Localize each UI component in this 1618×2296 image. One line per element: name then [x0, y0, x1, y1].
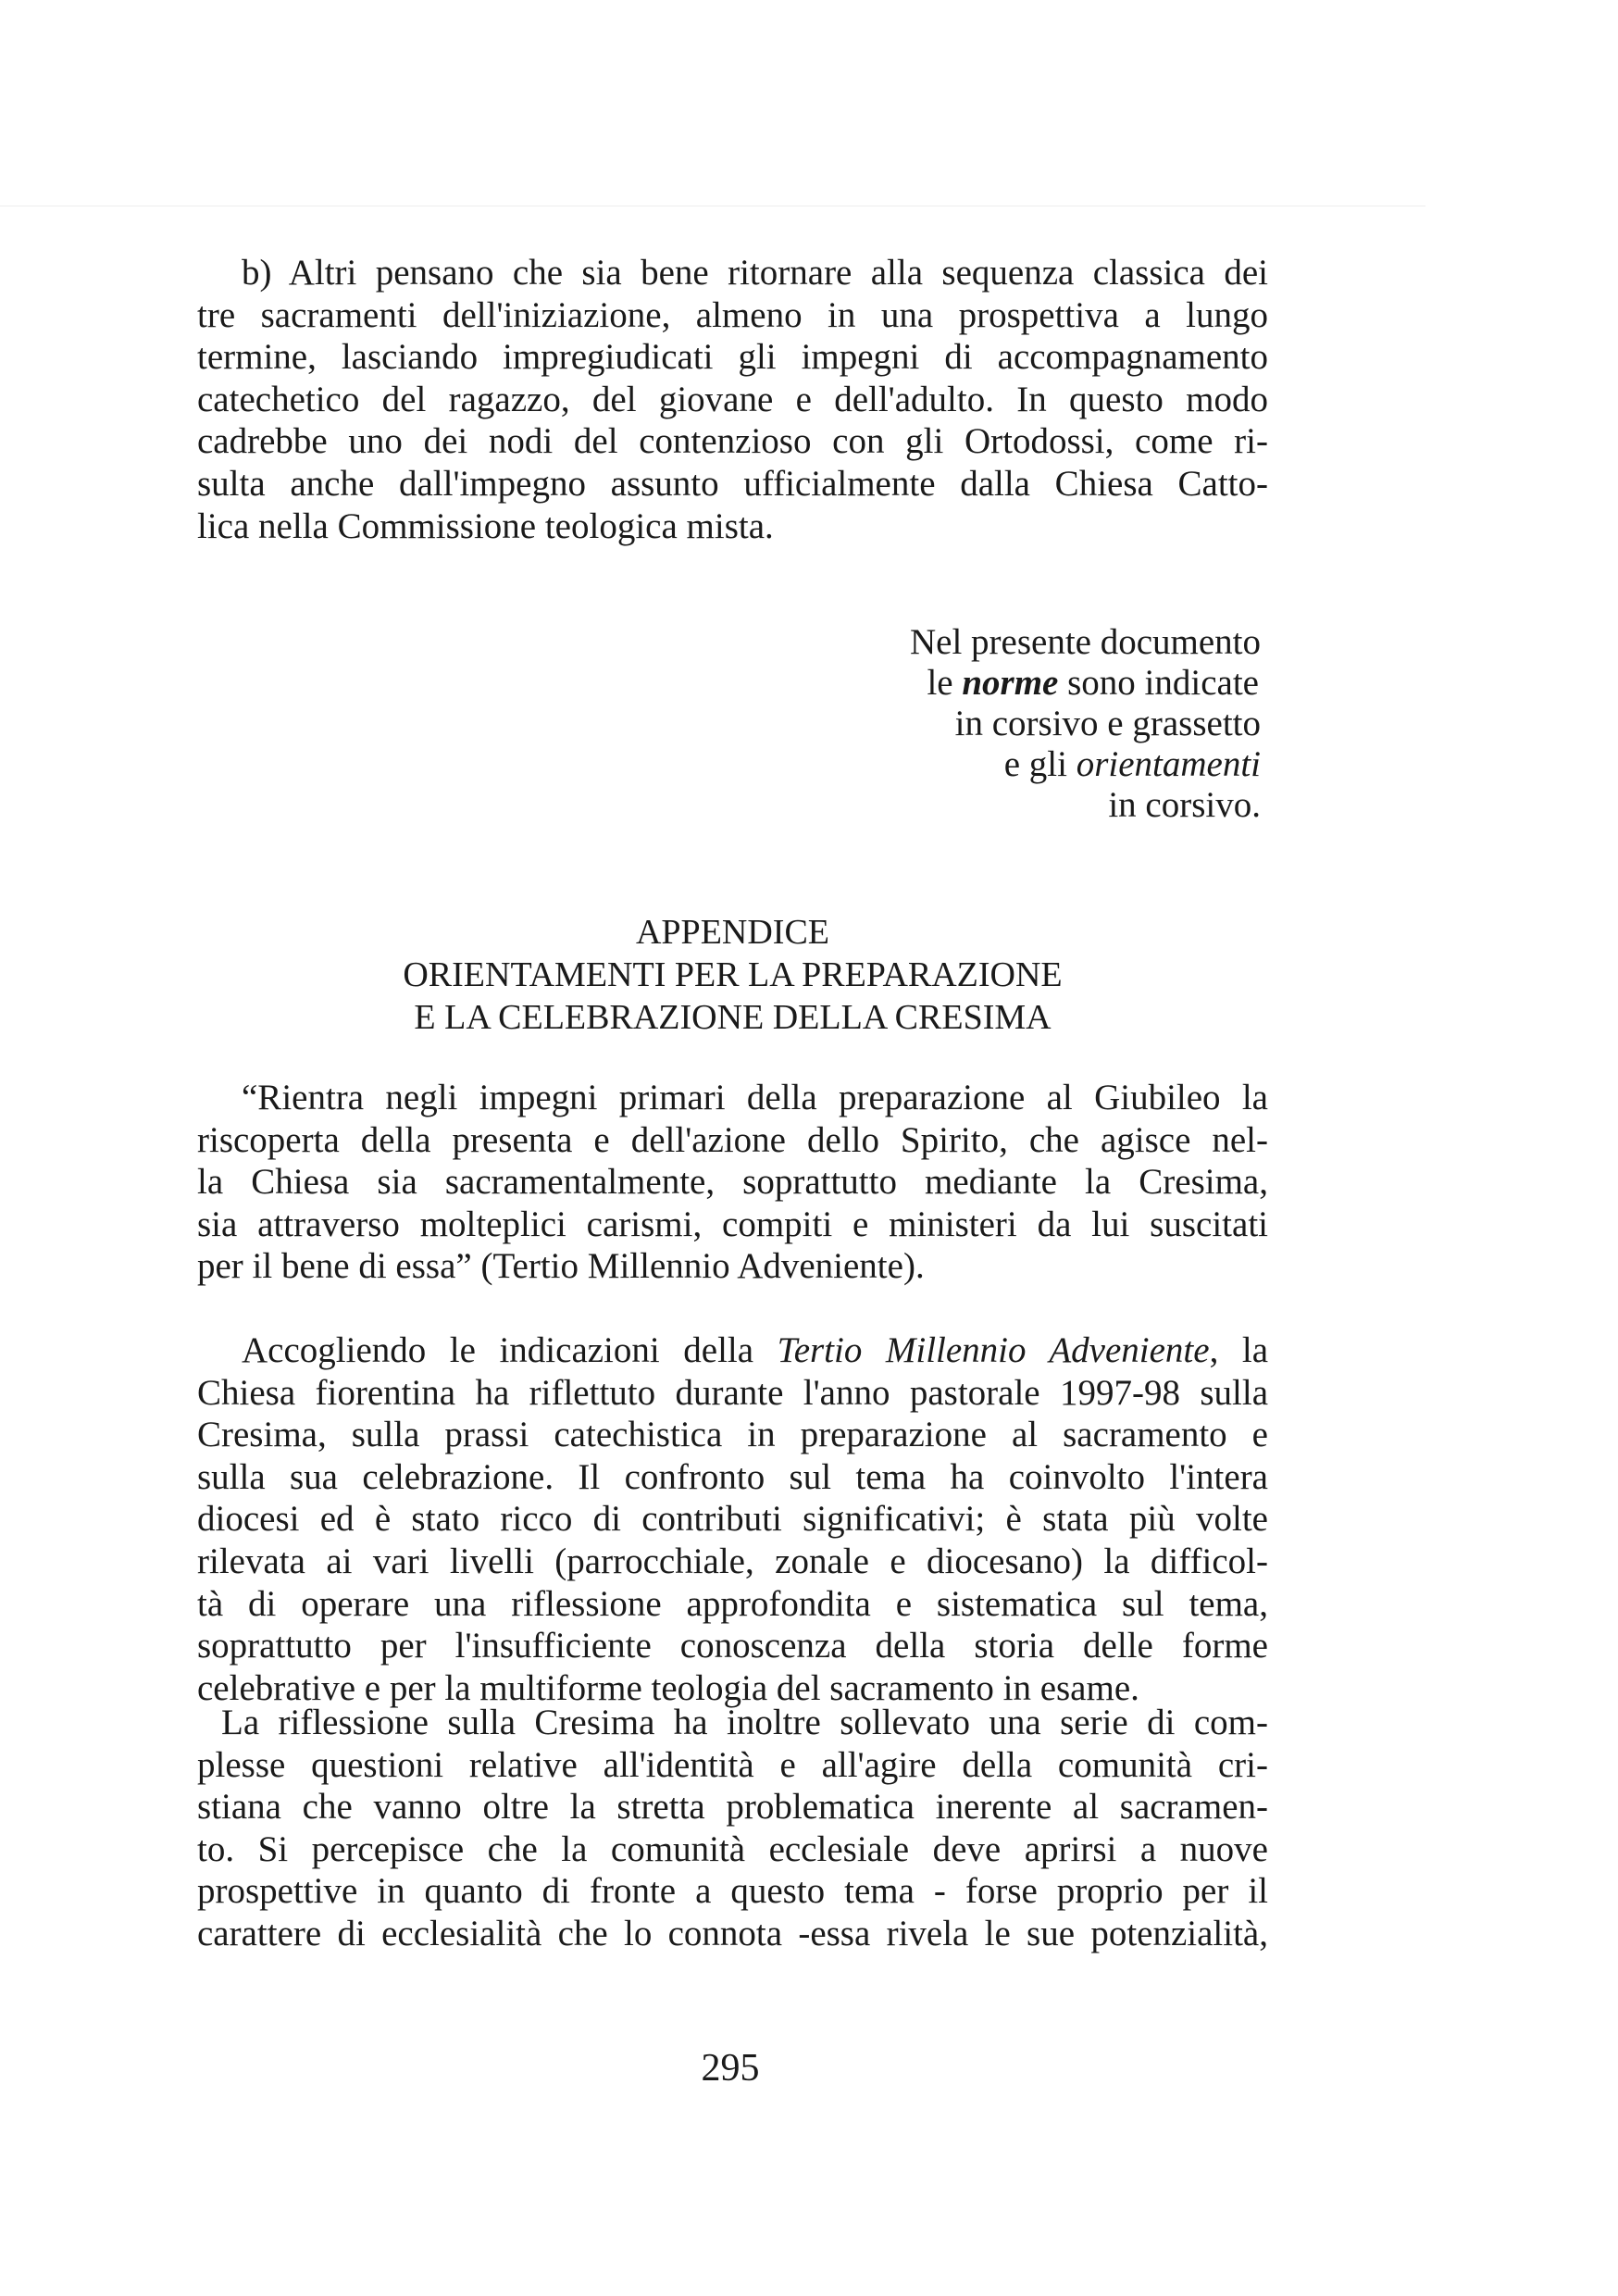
note-line — [833, 663, 1261, 704]
note-text: sono indicate — [1058, 663, 1259, 703]
text-line: stiana che vanno oltre la stretta problematica inerente al sacramen- — [197, 1787, 1268, 1828]
text-line: celebrative e per la multiforme teologia del sacramento in esame. — [197, 1667, 1139, 1708]
quote-paragraph — [197, 1077, 1268, 1288]
page-number: 295 — [701, 2047, 760, 2090]
norme-emphasis: norme — [962, 663, 1059, 703]
note-line — [833, 622, 1261, 663]
heading-line: APPENDICE — [635, 913, 830, 952]
text-line: carattere di ecclesialità che lo connota -essa rivela le sue potenzialità, — [197, 1913, 1268, 1953]
text-line: termine, lasciando impregiudicati gli impegni di accompagnamento — [197, 337, 1268, 378]
text-line: cadrebbe uno dei nodi del contenzioso con gli Ortodossi, come ri- — [197, 421, 1268, 462]
text-line: sia attraverso molteplici carismi, compiti e ministeri da lui suscitati — [197, 1204, 1268, 1244]
note-line — [833, 744, 1261, 785]
note-text: Nel presente documento — [909, 622, 1261, 662]
text-line: Cresima, sulla prassi catechistica in preparazione al sacramento e — [197, 1415, 1268, 1455]
title-emphasis: Tertio Millennio Adveniente — [777, 1330, 1210, 1370]
text-line: b) Altri pensano che sia bene ritornare alla sequenza classica dei — [242, 253, 1268, 293]
text-line: diocesi ed è stato ricco di contributi significativi; è stata più volte — [197, 1499, 1268, 1540]
text-line: riscoperta della presenta e dell'azione dello Spirito, che agisce nel- — [197, 1119, 1268, 1160]
text-line: lica nella Commissione teologica mista. — [197, 505, 774, 546]
note-text: in corsivo e grassetto — [954, 704, 1261, 743]
text-line: rilevata ai vari livelli (parrocchiale, zonale e diocesano) la difficol- — [197, 1541, 1268, 1581]
accogliendo-paragraph — [197, 1329, 1268, 1709]
note-text: le — [927, 663, 963, 703]
note-text: in corsivo. — [1108, 785, 1261, 825]
text-line: soprattutto per l'insufficiente conoscenza della storia delle forme — [197, 1626, 1268, 1666]
paragraph-b — [197, 252, 1268, 547]
text-line: tà di operare una riflessione approfondita e sistematica sul tema, — [197, 1583, 1268, 1624]
typographic-note — [833, 622, 1261, 826]
text-line: sulla sua celebrazione. Il confronto sul tema ha coinvolto l'intera — [197, 1456, 1268, 1497]
text-line: per il bene di essa” (Tertio Millennio Adveniente). — [197, 1246, 925, 1287]
text-line: la Chiesa sia sacramentalmente, soprattutto mediante la Cresima, — [197, 1162, 1268, 1203]
text-line: tre sacramenti dell'iniziazione, almeno in una prospettiva a lungo — [197, 294, 1268, 335]
text-line: prospettive in quanto di fronte a questo tema - forse proprio per il — [197, 1871, 1268, 1912]
text-line: Chiesa fiorentina ha riflettuto durante l'anno pastorale 1997-98 sulla — [197, 1372, 1268, 1413]
text-segment: Accogliendo le indicazioni della — [242, 1330, 778, 1370]
text-line: plesse questioni relative all'identità e all'agire della comunità cri- — [197, 1744, 1268, 1785]
text-line: La riflessione sulla Cresima ha inoltre sollevato una serie di com- — [221, 1703, 1268, 1742]
text-segment: , la — [1209, 1330, 1268, 1370]
heading-line: E LA CELEBRAZIONE DELLA CRESIMA — [414, 998, 1052, 1037]
note-line — [833, 785, 1261, 826]
text-line: sulta anche dall'impegno assunto ufficialmente dalla Chiesa Catto- — [197, 463, 1268, 504]
note-line — [833, 704, 1261, 744]
text-line: catechetico del ragazzo, del giovane e dell'adulto. In questo modo — [197, 379, 1268, 419]
riflessione-paragraph — [197, 1702, 1268, 1955]
text-line: “Rientra negli impegni primari della preparazione al Giubileo la — [242, 1078, 1268, 1117]
note-text: e gli — [1003, 744, 1077, 784]
text-line: to. Si percepisce che la comunità ecclesiale deve aprirsi a nuove — [197, 1828, 1268, 1869]
heading-line: ORIENTAMENTI PER LA PREPARAZIONE — [403, 955, 1063, 994]
orientamenti-emphasis: orientamenti — [1076, 744, 1261, 784]
appendix-heading — [197, 911, 1268, 1039]
text-line — [197, 1329, 1268, 1372]
